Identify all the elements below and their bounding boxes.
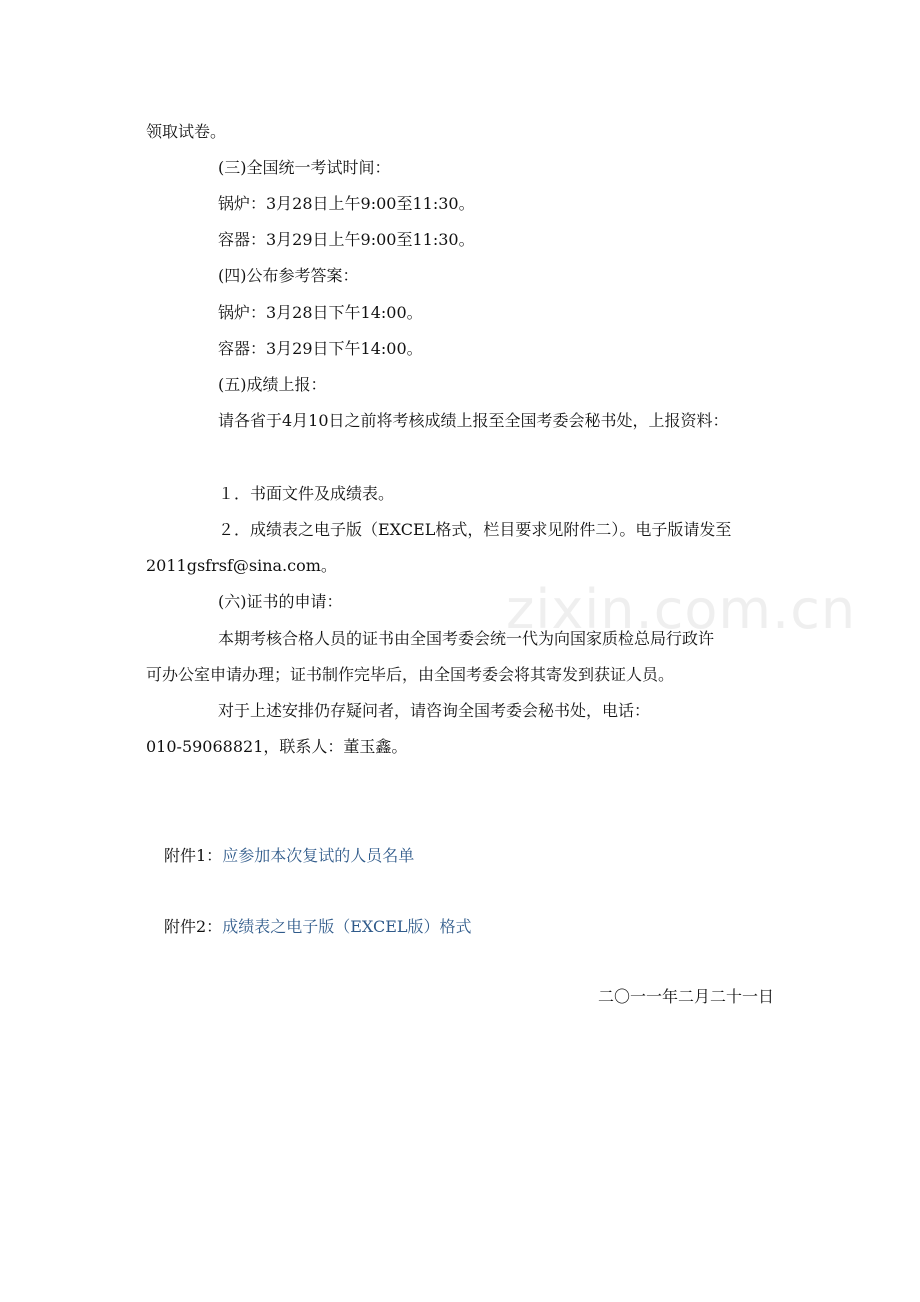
paragraph-line: 请各省于4月10日之前将考核成绩上报至全国考委会秘书处，上报资料： xyxy=(218,411,729,430)
contact-line: 010-59068821，联系人：董玉鑫。 xyxy=(146,737,408,756)
attachment-1 xyxy=(164,846,414,866)
paragraph-line: 容器：3月29日下午14:00。 xyxy=(218,339,423,358)
attachment-2-link[interactable]: 成绩表之电子版（EXCEL版）格式 xyxy=(222,917,472,936)
attachment-prefix: 附件1： xyxy=(164,846,223,865)
paragraph-line: 本期考核合格人员的证书由全国考委会统一代为向国家质检总局行政许 xyxy=(218,629,715,648)
paragraph-line: 容器：3月29日上午9:00至11:30。 xyxy=(218,230,475,249)
section-heading: (四)公布参考答案： xyxy=(218,266,359,285)
document-date: 二〇一一年二月二十一日 xyxy=(597,987,774,1006)
list-item: １．书面文件及成绩表。 xyxy=(218,484,395,503)
section-heading: (六)证书的申请： xyxy=(218,592,343,611)
paragraph-line: 锅炉：3月28日上午9:00至11:30。 xyxy=(218,194,475,213)
paragraph-line: 锅炉：3月28日下午14:00。 xyxy=(218,303,423,322)
section-heading: (三)全国统一考试时间： xyxy=(218,158,391,177)
list-item: ２．成绩表之电子版（EXCEL格式，栏目要求见附件二）。电子版请发至 xyxy=(218,520,732,539)
section-heading: (五)成绩上报： xyxy=(218,375,327,394)
paragraph-line: 可办公室申请办理；证书制作完毕后，由全国考委会将其寄发到获证人员。 xyxy=(146,665,675,684)
paragraph-line: 领取试卷。 xyxy=(146,122,227,141)
attachment-2 xyxy=(164,917,472,937)
watermark: zixin.com.cn xyxy=(506,578,857,641)
paragraph-line: 对于上述安排仍存疑问者，请咨询全国考委会秘书处，电话： xyxy=(218,701,651,720)
attachment-prefix: 附件2： xyxy=(164,917,223,936)
email-address: 2011gsfrsf@sina.com。 xyxy=(146,556,337,575)
attachment-1-link[interactable]: 应参加本次复试的人员名单 xyxy=(222,846,415,865)
